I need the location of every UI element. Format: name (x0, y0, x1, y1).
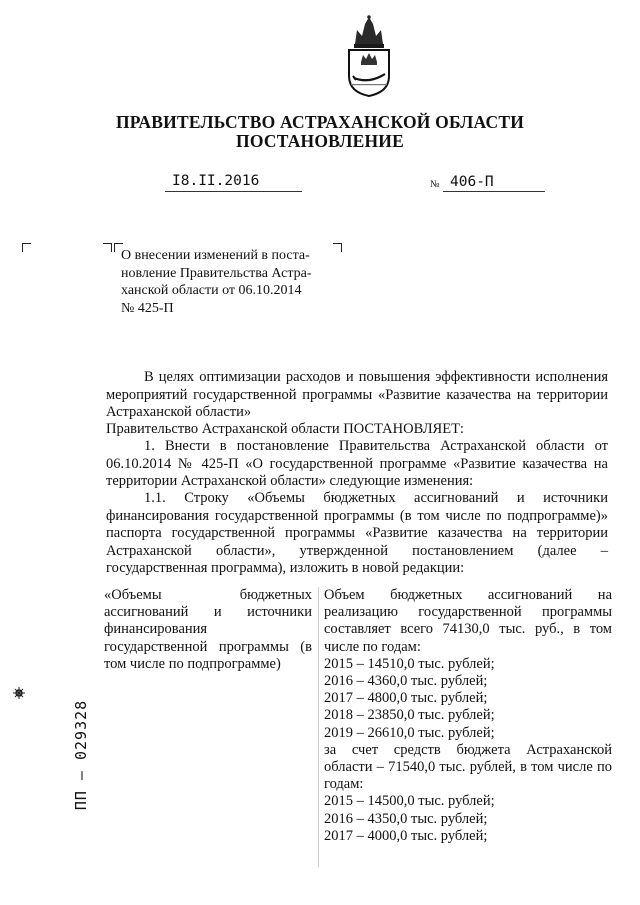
subject-line: ханской области от 06.10.2014 (121, 283, 302, 298)
preamble-paragraph: В целях оптимизации расходов и повышения эффективности исполнения мероприятий государственной программы «Развитие казачества на территории Астраханской области» (106, 369, 608, 420)
year-amount: 2015 – 14500,0 тыс. рублей; (324, 793, 495, 810)
corner-mark-left (22, 243, 31, 252)
item-1-1-paragraph: 1.1. Строку «Объемы бюджетных ассигнований и источники финансирования государственной программы (в том числе по подпрограмме)» паспорта государственной программы «Развитие казачества на территории Астраханской области», утвержденной постановлением (далее – государственная программа), изложить в новой редакции: (106, 490, 608, 576)
year-amount: 2018 – 23850,0 тыс. рублей; (324, 707, 495, 724)
table-divider (318, 587, 319, 867)
funding-total-intro: Объем бюджетных ассигнований на реализацию государственной программы составляет всего 74130,0 тыс. руб., в том числе по годам: (324, 587, 612, 655)
resolution-clause: Правительство Астраханской области ПОСТАНОВЛЯЕТ: (106, 421, 464, 437)
date-underline (165, 191, 302, 192)
subject-line: новление Правительства Астра- (121, 265, 312, 281)
subject-line: О внесении изменений в поста- (121, 248, 310, 263)
document-type-heading: ПОСТАНОВЛЕНИЕ (236, 131, 404, 151)
subject-line: № 425-П (121, 300, 174, 316)
number-underline (443, 191, 545, 192)
document-subject (121, 247, 343, 317)
corner-mark-subject-open-a (103, 243, 112, 252)
form-serial-number: ПП – 029328 (72, 699, 90, 811)
year-amount: 2019 – 26610,0 тыс. рублей; (324, 724, 495, 741)
document-number: 406-П (450, 174, 494, 190)
year-amount: 2017 – 4000,0 тыс. рублей; (324, 827, 488, 844)
year-amount: 2017 – 4800,0 тыс. рублей; (324, 690, 488, 707)
item-1-paragraph: 1. Внести в постановление Правительства Астраханской области от 06.10.2014 № 425-П «О государственной программе «Развитие казачества на территории Астраханской области» следующие изменения: (106, 438, 608, 489)
coat-of-arms-emblem (341, 14, 397, 98)
document-date: I8.II.2016 (172, 173, 260, 189)
serial-mark-icon (12, 686, 26, 700)
issuer-heading: ПРАВИТЕЛЬСТВО АСТРАХАНСКОЙ ОБЛАСТИ (115, 112, 525, 132)
funding-row-label: «Объемы бюджетных ассигнований и источники финансирования государственной программы (в том числе по подпрограмме) (104, 587, 312, 672)
year-amount: 2016 – 4360,0 тыс. рублей; (324, 673, 488, 690)
year-amount: 2015 – 14510,0 тыс. рублей; (324, 655, 495, 672)
funding-row-value (324, 587, 612, 845)
number-sign: № (430, 179, 440, 190)
funding-budget-intro: за счет средств бюджета Астраханской области – 71540,0 тыс. рублей, в том числе по годам: (324, 741, 612, 793)
year-amount: 2016 – 4350,0 тыс. рублей; (324, 810, 488, 827)
